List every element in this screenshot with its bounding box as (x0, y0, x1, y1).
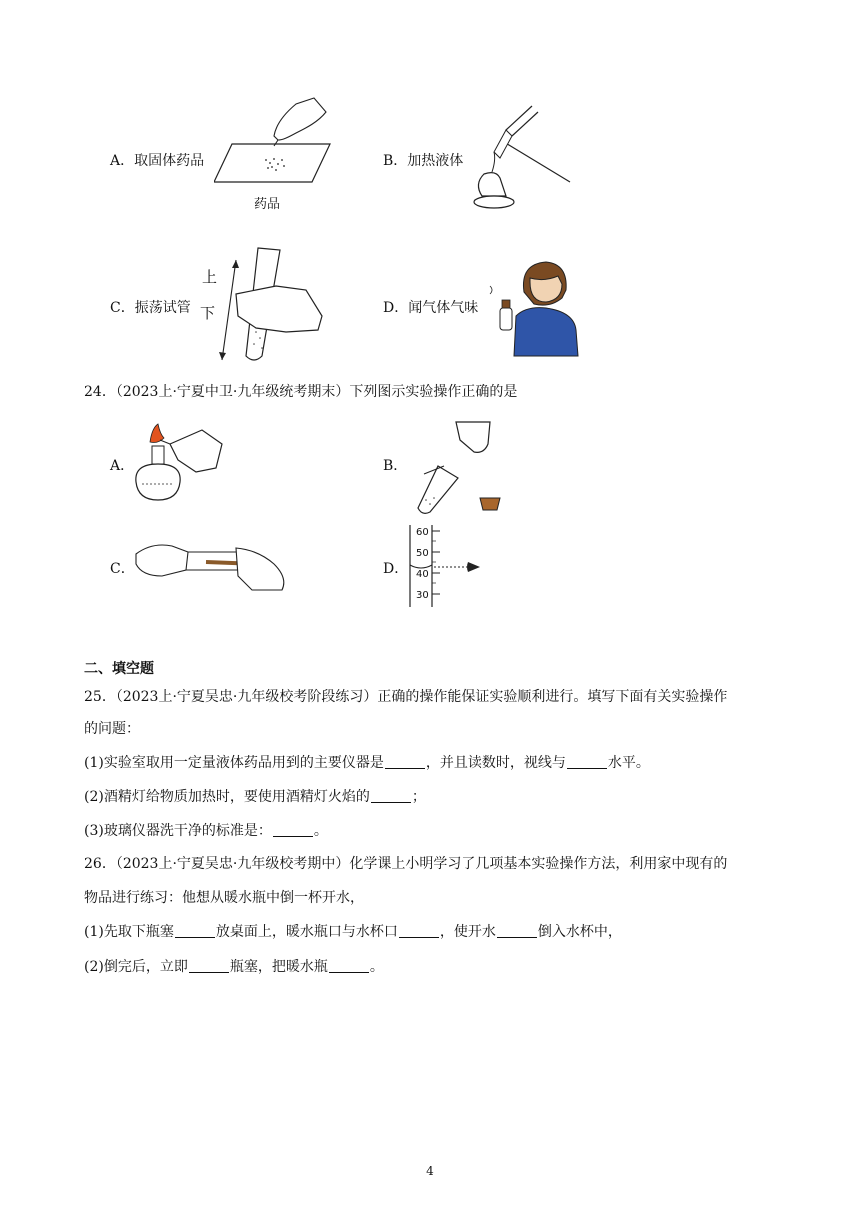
answer-blank[interactable] (497, 923, 537, 938)
q24-option-d-label: D． (383, 561, 409, 577)
page-number: 4 (426, 1164, 434, 1178)
q26-stem-line2: 物品进行练习：他想从暖水瓶中倒一杯开水， (84, 890, 364, 906)
q23-figure-a-solid-sampling (214, 96, 334, 214)
q23-figure-c-shaking-tube (196, 244, 326, 368)
q24-option-c-label: C． (110, 561, 135, 577)
q23-figure-c-up-label: 上 (202, 268, 218, 286)
q23-option-c-label: C．振荡试管 (110, 300, 191, 316)
q26-part1: (1)先取下瓶塞 放桌面上，暖水瓶口与水杯口 ，使开水 倒入水杯中， (84, 924, 622, 940)
q24-option-b-label: B． (383, 458, 408, 474)
q24-figure-c-holding-tube (132, 536, 292, 594)
answer-blank[interactable] (175, 923, 215, 938)
q26-part2: (2)倒完后，立即 瓶塞，把暖水瓶 。 (84, 959, 384, 975)
q24-scale-tick-50: 50 (416, 548, 429, 559)
q24-scale-tick-40: 40 (416, 569, 429, 580)
eye-icon (467, 562, 480, 572)
q23-figure-d-smelling-gas (486, 256, 582, 358)
q25-part1: (1)实验室取用一定量液体药品用到的主要仪器是 ，并且读数时，视线与 水平。 (84, 755, 650, 771)
q24-stem: 24．（2023上·宁夏中卫·九年级统考期末）下列图示实验操作正确的是 (84, 384, 518, 400)
answer-blank[interactable] (399, 923, 439, 938)
q24-scale-tick-60: 60 (416, 527, 429, 538)
answer-blank[interactable] (189, 958, 229, 973)
q23-figure-a-label: 药品 (254, 197, 281, 212)
q24-figure-b-pouring-liquid (404, 418, 504, 514)
q24-option-a-label: A． (110, 458, 135, 474)
answer-blank[interactable] (385, 754, 425, 769)
section-title: 二、填空题 (84, 661, 154, 677)
q25-part2: (2)酒精灯给物质加热时，要使用酒精灯火焰的 ； (84, 789, 426, 805)
q25-part3: (3)玻璃仪器洗干净的标准是： 。 (84, 823, 328, 839)
answer-blank[interactable] (329, 958, 369, 973)
q23-figure-b-heating-liquid (466, 100, 574, 216)
q23-option-d-label: D．闻气体气味 (383, 300, 479, 316)
q26-stem-line1: 26．（2023上·宁夏吴忠·九年级校考期中）化学课上小明学习了几项基本实验操作方法，利用家中现有的 (84, 856, 728, 872)
q25-stem-line2: 的问题： (84, 721, 140, 737)
q24-figure-a-lighting-lamp (130, 420, 226, 506)
answer-blank[interactable] (371, 788, 411, 803)
answer-blank[interactable] (567, 754, 607, 769)
answer-blank[interactable] (273, 822, 313, 837)
q23-option-a-label: A．取固体药品 (110, 153, 205, 169)
q24-scale-tick-30: 30 (416, 590, 429, 601)
q24-figure-d-reading-cylinder (404, 521, 490, 611)
q23-figure-c-down-label: 下 (200, 304, 216, 322)
q25-stem-line1: 25．（2023上·宁夏吴忠·九年级校考阶段练习）正确的操作能保证实验顺利进行。填写下面有关实验操作 (84, 689, 728, 705)
q23-option-b-label: B．加热液体 (383, 153, 464, 169)
